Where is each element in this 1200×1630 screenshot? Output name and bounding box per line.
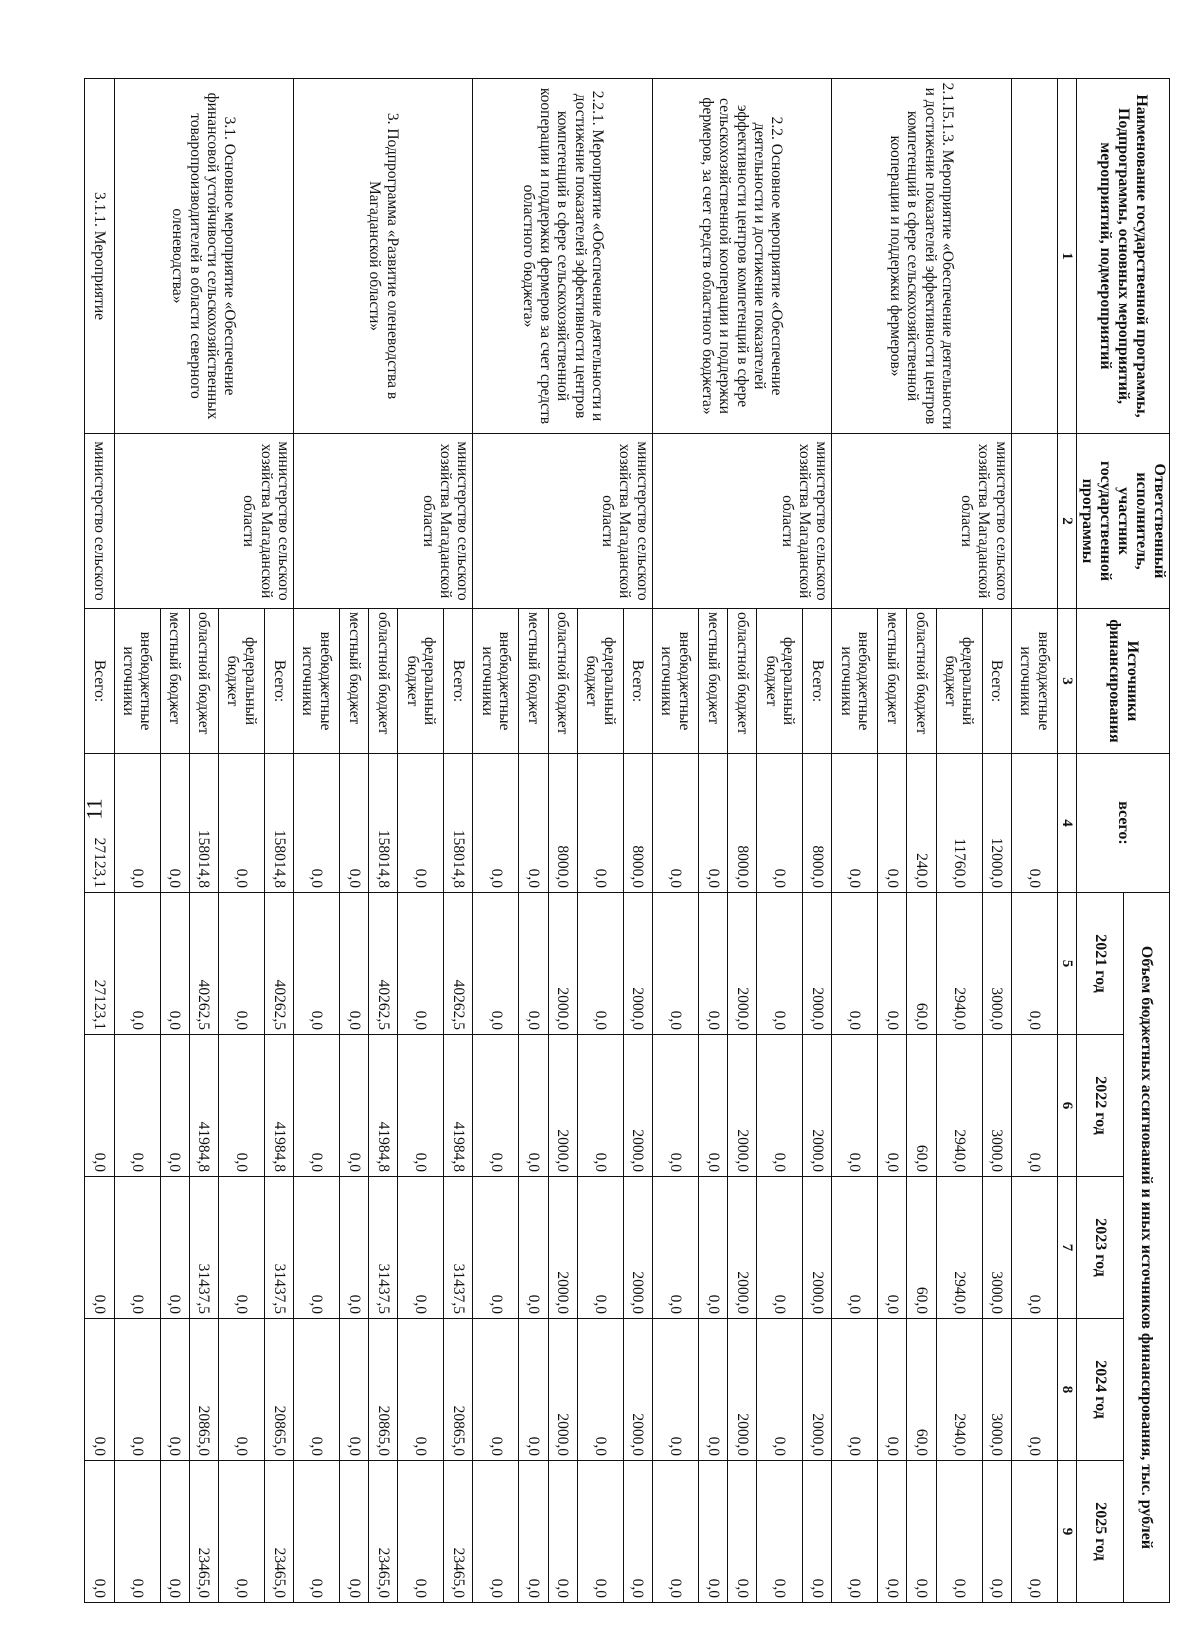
measure-name: 2.1.I5.1.3. Мероприятие «Обеспечение деятельности и достижение показателей эффективности центров компетенций в сфере сельскохозяйственной кооперации и поддержки фермеров» xyxy=(832,79,1011,434)
total-value: 0,0 xyxy=(698,754,727,893)
funding-source: Всего: xyxy=(623,609,652,754)
year-value: 0,0 xyxy=(1011,1177,1057,1319)
executor xyxy=(1011,434,1057,609)
year-value: 31437,5 xyxy=(444,1177,473,1319)
year-value: 3000,0 xyxy=(982,893,1011,1035)
funding-source: областной бюджет xyxy=(548,609,577,754)
year-value: 41984,8 xyxy=(369,1035,398,1177)
year-value: 2000,0 xyxy=(548,1177,577,1319)
year-value: 0,0 xyxy=(652,1461,698,1603)
year-value: 0,0 xyxy=(218,1319,264,1461)
year-value: 2000,0 xyxy=(803,1035,832,1177)
year-value: 0,0 xyxy=(160,893,189,1035)
year-value: 2000,0 xyxy=(803,1177,832,1319)
year-value: 0,0 xyxy=(907,1461,936,1603)
year-value: 60,0 xyxy=(907,1319,936,1461)
year-value: 3000,0 xyxy=(982,1177,1011,1319)
year-value: 0,0 xyxy=(832,893,878,1035)
year-value: 2000,0 xyxy=(548,1319,577,1461)
year-value: 0,0 xyxy=(160,1035,189,1177)
year-value: 0,0 xyxy=(577,1319,623,1461)
header-sources: Источники финансирования xyxy=(1077,609,1170,754)
funding-source: федеральный бюджет xyxy=(757,609,803,754)
funding-source: областной бюджет xyxy=(369,609,398,754)
funding-source: областной бюджет xyxy=(907,609,936,754)
header-column-number: 5 xyxy=(1057,893,1077,1035)
executor: министерство сельского хозяйства Магаданской области xyxy=(473,434,652,609)
total-value: 0,0 xyxy=(398,754,444,893)
funding-source: Всего: xyxy=(264,609,293,754)
funding-source: местный бюджет xyxy=(519,609,548,754)
total-value: 12000,0 xyxy=(982,754,1011,893)
year-value: 0,0 xyxy=(698,1319,727,1461)
year-value: 0,0 xyxy=(339,1035,368,1177)
year-value: 0,0 xyxy=(577,1035,623,1177)
table-row xyxy=(1011,79,1057,1603)
header-executor: Ответственный исполнитель, участник государственной программы xyxy=(1077,434,1170,609)
header-total: всего: xyxy=(1077,754,1170,893)
funding-source: федеральный бюджет xyxy=(218,609,264,754)
year-value: 2000,0 xyxy=(548,1035,577,1177)
year-value: 0,0 xyxy=(652,893,698,1035)
year-value: 41984,8 xyxy=(189,1035,218,1177)
year-value: 2000,0 xyxy=(727,1319,756,1461)
year-value: 2000,0 xyxy=(623,893,652,1035)
funding-source: местный бюджет xyxy=(339,609,368,754)
year-value: 0,0 xyxy=(878,1035,907,1177)
header-year: 2024 год xyxy=(1077,1319,1123,1461)
year-value: 0,0 xyxy=(652,1319,698,1461)
year-value: 0,0 xyxy=(757,1035,803,1177)
year-value: 0,0 xyxy=(757,1461,803,1603)
funding-source: местный бюджет xyxy=(878,609,907,754)
year-value: 0,0 xyxy=(832,1319,878,1461)
year-value: 0,0 xyxy=(577,893,623,1035)
funding-source: внебюджетные источники xyxy=(652,609,698,754)
year-value: 0,0 xyxy=(398,1177,444,1319)
year-value: 0,0 xyxy=(1011,893,1057,1035)
total-value: 0,0 xyxy=(577,754,623,893)
year-value: 0,0 xyxy=(878,893,907,1035)
table-row xyxy=(85,79,114,1603)
funding-source: Всего: xyxy=(85,609,114,754)
year-value: 0,0 xyxy=(218,1461,264,1603)
year-value: 0,0 xyxy=(339,1177,368,1319)
measure-name: 3.1. Основное мероприятие «Обеспечение финансовой устойчивости сельскохозяйственных товаропроизводителей в области северного оленеводства» xyxy=(114,79,293,434)
total-value: 11760,0 xyxy=(936,754,982,893)
funding-source: федеральный бюджет xyxy=(577,609,623,754)
year-value: 0,0 xyxy=(519,1035,548,1177)
year-value: 0,0 xyxy=(936,1461,982,1603)
year-value: 0,0 xyxy=(652,1177,698,1319)
year-value: 0,0 xyxy=(1011,1461,1057,1603)
total-value: 240,0 xyxy=(907,754,936,893)
total-value: 158014,8 xyxy=(264,754,293,893)
total-value: 8000,0 xyxy=(548,754,577,893)
funding-source: внебюджетные источники xyxy=(473,609,519,754)
year-value: 0,0 xyxy=(114,1177,160,1319)
year-value: 0,0 xyxy=(757,1177,803,1319)
total-value: 158014,8 xyxy=(369,754,398,893)
year-value: 40262,5 xyxy=(189,893,218,1035)
header-column-number: 7 xyxy=(1057,1177,1077,1319)
year-value: 0,0 xyxy=(114,1319,160,1461)
year-value: 0,0 xyxy=(803,1461,832,1603)
year-value: 0,0 xyxy=(519,1319,548,1461)
year-value: 0,0 xyxy=(832,1035,878,1177)
total-value: 0,0 xyxy=(652,754,698,893)
year-value: 0,0 xyxy=(473,893,519,1035)
executor: министерство сельского хозяйства Магаданской области xyxy=(652,434,831,609)
funding-source: федеральный бюджет xyxy=(398,609,444,754)
year-value: 2000,0 xyxy=(623,1035,652,1177)
year-value: 0,0 xyxy=(160,1319,189,1461)
total-value: 27123,1 xyxy=(85,754,114,893)
table-body xyxy=(85,79,1057,1603)
year-value: 0,0 xyxy=(519,893,548,1035)
year-value: 2000,0 xyxy=(727,893,756,1035)
year-value: 31437,5 xyxy=(189,1177,218,1319)
funding-source: Всего: xyxy=(444,609,473,754)
year-value: 0,0 xyxy=(218,1177,264,1319)
header-column-number: 2 xyxy=(1057,434,1077,609)
year-value: 60,0 xyxy=(907,1035,936,1177)
year-value: 20865,0 xyxy=(264,1319,293,1461)
year-value: 23465,0 xyxy=(369,1461,398,1603)
year-value: 0,0 xyxy=(85,1177,114,1319)
funding-source: областной бюджет xyxy=(727,609,756,754)
header-column-number: 1 xyxy=(1057,79,1077,434)
executor: министерство сельского xyxy=(85,434,114,609)
funding-source: внебюджетные источники xyxy=(1011,609,1057,754)
rotated-table-wrapper xyxy=(91,78,1170,1602)
total-value: 0,0 xyxy=(114,754,160,893)
table-row xyxy=(623,79,652,1603)
year-value: 0,0 xyxy=(1011,1319,1057,1461)
year-value: 0,0 xyxy=(398,893,444,1035)
year-value: 0,0 xyxy=(473,1319,519,1461)
year-value: 31437,5 xyxy=(369,1177,398,1319)
header-column-number: 9 xyxy=(1057,1461,1077,1603)
header-year: 2022 год xyxy=(1077,1035,1123,1177)
year-value: 0,0 xyxy=(727,1461,756,1603)
total-value: 0,0 xyxy=(218,754,264,893)
funding-source: местный бюджет xyxy=(160,609,189,754)
year-value: 2940,0 xyxy=(936,893,982,1035)
total-value: 0,0 xyxy=(519,754,548,893)
measure-name: 3. Подпрограмма «Развитие оленеводства в Магаданской области» xyxy=(293,79,472,434)
measure-name: 2.2.1. Мероприятие «Обеспечение деятельности и достижение показателей эффективности центров компетенций в сфере сельскохозяйственной кооперации и поддержки фермеров за счет средств областного бюджета» xyxy=(473,79,652,434)
year-value: 20865,0 xyxy=(369,1319,398,1461)
year-value: 20865,0 xyxy=(444,1319,473,1461)
measure-name: 2.2. Основное мероприятие «Обеспечение деятельности и достижение показателей эффективности центров компетенций в сфере сельскохозяйственной кооперации и поддержки фермеров, за счет средств областного бюджета» xyxy=(652,79,831,434)
header-column-number: 3 xyxy=(1057,609,1077,754)
year-value: 0,0 xyxy=(114,1461,160,1603)
year-value: 2940,0 xyxy=(936,1035,982,1177)
year-value: 0,0 xyxy=(698,1177,727,1319)
year-value: 0,0 xyxy=(1011,1035,1057,1177)
year-value: 0,0 xyxy=(85,1035,114,1177)
year-value: 0,0 xyxy=(757,1319,803,1461)
year-value: 3000,0 xyxy=(982,1035,1011,1177)
year-value: 0,0 xyxy=(160,1177,189,1319)
year-value: 60,0 xyxy=(907,1177,936,1319)
year-value: 0,0 xyxy=(339,1461,368,1603)
year-value: 0,0 xyxy=(878,1177,907,1319)
header-name: Наименование государственной программы, Подпрограммы, основных мероприятий, мероприятий, подмероприятий xyxy=(1077,79,1170,434)
year-value: 0,0 xyxy=(218,893,264,1035)
year-value: 2000,0 xyxy=(803,1319,832,1461)
funding-source: внебюджетные источники xyxy=(114,609,160,754)
year-value: 0,0 xyxy=(293,1319,339,1461)
funding-source: Всего: xyxy=(803,609,832,754)
year-value: 0,0 xyxy=(293,1177,339,1319)
year-value: 23465,0 xyxy=(189,1461,218,1603)
header-year: 2025 год xyxy=(1077,1461,1123,1603)
year-value: 0,0 xyxy=(293,1035,339,1177)
year-value: 2000,0 xyxy=(727,1177,756,1319)
total-value: 158014,8 xyxy=(444,754,473,893)
year-value: 0,0 xyxy=(293,893,339,1035)
header-column-numbers-row xyxy=(1057,79,1077,1603)
header-column-number: 4 xyxy=(1057,754,1077,893)
year-value: 0,0 xyxy=(473,1035,519,1177)
table-row xyxy=(803,79,832,1603)
total-value: 8000,0 xyxy=(623,754,652,893)
financing-table xyxy=(81,78,1170,1603)
total-value: 0,0 xyxy=(293,754,339,893)
year-value: 0,0 xyxy=(982,1461,1011,1603)
year-value: 2000,0 xyxy=(623,1177,652,1319)
total-value: 0,0 xyxy=(473,754,519,893)
table-row xyxy=(444,79,473,1603)
total-value: 158014,8 xyxy=(189,754,218,893)
year-value: 3000,0 xyxy=(982,1319,1011,1461)
year-value: 0,0 xyxy=(473,1177,519,1319)
year-value: 0,0 xyxy=(114,893,160,1035)
year-value: 0,0 xyxy=(398,1319,444,1461)
year-value: 0,0 xyxy=(698,893,727,1035)
header-column-number: 6 xyxy=(1057,1035,1077,1177)
year-value: 0,0 xyxy=(878,1461,907,1603)
funding-source: местный бюджет xyxy=(698,609,727,754)
year-value: 31437,5 xyxy=(264,1177,293,1319)
year-value: 0,0 xyxy=(652,1035,698,1177)
year-value: 0,0 xyxy=(339,1319,368,1461)
year-value: 40262,5 xyxy=(444,893,473,1035)
executor: министерство сельского хозяйства Магаданской области xyxy=(832,434,1011,609)
year-value: 23465,0 xyxy=(444,1461,473,1603)
total-value: 8000,0 xyxy=(803,754,832,893)
year-value: 0,0 xyxy=(85,1461,114,1603)
year-value: 0,0 xyxy=(548,1461,577,1603)
table-row xyxy=(264,79,293,1603)
year-value: 0,0 xyxy=(218,1035,264,1177)
year-value: 0,0 xyxy=(398,1461,444,1603)
year-value: 40262,5 xyxy=(369,893,398,1035)
year-value: 27123,1 xyxy=(85,893,114,1035)
total-value: 0,0 xyxy=(878,754,907,893)
total-value: 0,0 xyxy=(757,754,803,893)
total-value: 0,0 xyxy=(1011,754,1057,893)
funding-source: областной бюджет xyxy=(189,609,218,754)
funding-source: внебюджетные источники xyxy=(293,609,339,754)
year-value: 2000,0 xyxy=(727,1035,756,1177)
year-value: 40262,5 xyxy=(264,893,293,1035)
year-value: 0,0 xyxy=(832,1177,878,1319)
year-value: 0,0 xyxy=(757,893,803,1035)
year-value: 0,0 xyxy=(398,1035,444,1177)
funding-source: Всего: xyxy=(982,609,1011,754)
year-value: 0,0 xyxy=(878,1319,907,1461)
year-value: 0,0 xyxy=(519,1461,548,1603)
measure-name xyxy=(1011,79,1057,434)
total-value: 0,0 xyxy=(339,754,368,893)
year-value: 0,0 xyxy=(577,1177,623,1319)
year-value: 0,0 xyxy=(623,1461,652,1603)
year-value: 23465,0 xyxy=(264,1461,293,1603)
year-value: 0,0 xyxy=(85,1319,114,1461)
year-value: 41984,8 xyxy=(264,1035,293,1177)
page-number: 11 xyxy=(81,798,107,820)
year-value: 0,0 xyxy=(114,1035,160,1177)
year-value: 0,0 xyxy=(339,893,368,1035)
year-value: 2000,0 xyxy=(623,1319,652,1461)
year-value: 0,0 xyxy=(160,1461,189,1603)
year-value: 2000,0 xyxy=(548,893,577,1035)
table-row xyxy=(982,79,1011,1603)
year-value: 0,0 xyxy=(698,1035,727,1177)
year-value: 2000,0 xyxy=(803,893,832,1035)
total-value: 0,0 xyxy=(160,754,189,893)
funding-source: федеральный бюджет xyxy=(936,609,982,754)
total-value: 0,0 xyxy=(832,754,878,893)
total-value: 8000,0 xyxy=(727,754,756,893)
year-value: 0,0 xyxy=(577,1461,623,1603)
year-value: 0,0 xyxy=(293,1461,339,1603)
executor: министерство сельского хозяйства Магаданской области xyxy=(293,434,472,609)
executor: министерство сельского хозяйства Магаданской области xyxy=(114,434,293,609)
year-value: 60,0 xyxy=(907,893,936,1035)
header-column-number: 8 xyxy=(1057,1319,1077,1461)
header-year: 2023 год xyxy=(1077,1177,1123,1319)
year-value: 2940,0 xyxy=(936,1319,982,1461)
header-volume: Объем бюджетных ассигнований и иных источников финансирования, тыс. рублей xyxy=(1123,893,1169,1603)
year-value: 0,0 xyxy=(473,1461,519,1603)
funding-source: внебюджетные источники xyxy=(832,609,878,754)
year-value: 0,0 xyxy=(519,1177,548,1319)
year-value: 41984,8 xyxy=(444,1035,473,1177)
year-value: 2940,0 xyxy=(936,1177,982,1319)
year-value: 0,0 xyxy=(832,1461,878,1603)
measure-name: 3.1.1. Мероприятие xyxy=(85,79,114,434)
year-value: 0,0 xyxy=(698,1461,727,1603)
header-year: 2021 год xyxy=(1077,893,1123,1035)
year-value: 20865,0 xyxy=(189,1319,218,1461)
